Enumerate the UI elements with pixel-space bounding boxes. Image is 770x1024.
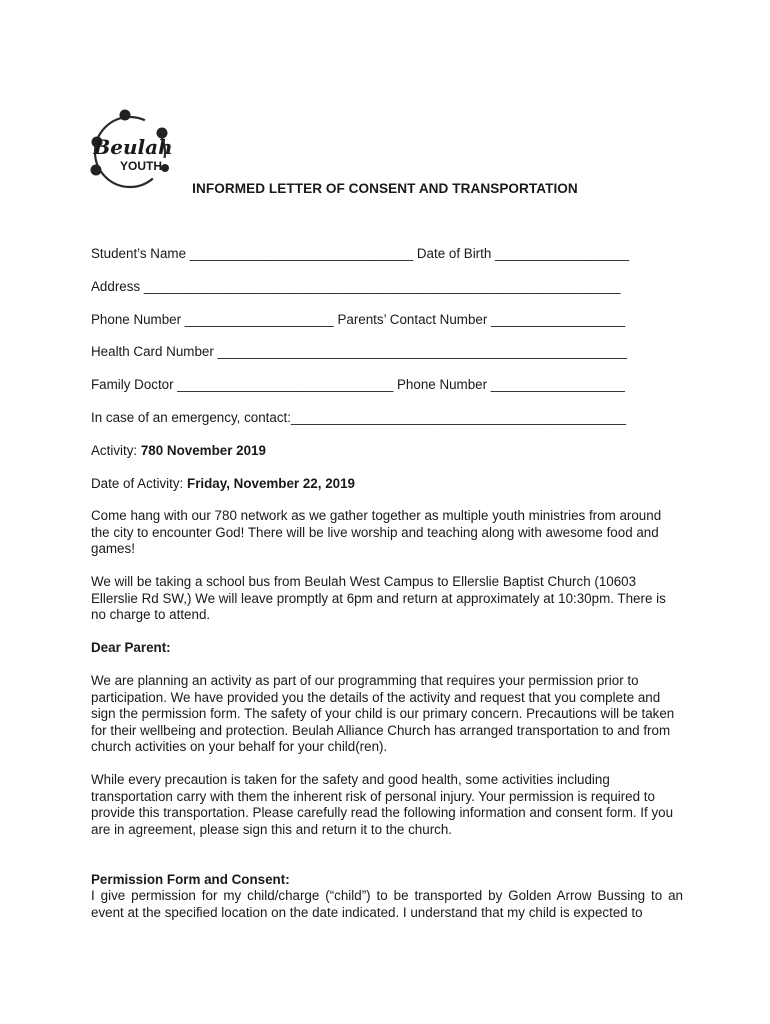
student-name-field[interactable]: Student’s Name ______________________________ Date of Birth __________________ [91,246,630,261]
document-title: INFORMED LETTER OF CONSENT AND TRANSPORTATION [192,181,578,196]
form-content [91,246,683,938]
phone-number-field[interactable]: Phone Number ____________________ Parents’ Contact Number __________________ [91,311,626,327]
bus-paragraph: We will be taking a school bus from Beulah West Campus to Ellerslie Baptist Church (10603 Ellerslie Rd SW,) We will leave promptly at 6pm and return at approximately at 10:30pm. There is no charge to attend. [91,574,666,623]
logo-sub-text: YOUTH [120,159,162,173]
logo-script-text: Beulah [93,135,173,159]
planning-paragraph: We are planning an activity as part of our programming that requires your permission prior to participation. We have provided you the details of the activity and request that you complete and sign the permission form. The safety of your child is our primary concern. Precautions will be taken for their wellbeing and protection. Beulah Alliance Church has arranged transportation to and from church activities on your behalf for your child(ren). [91,673,675,755]
section-spacer [91,855,683,872]
date-of-activity-label: Date of Activity: [91,475,188,491]
date-of-activity-line [91,476,683,493]
health-card-field[interactable]: Health Card Number _______________________________________________________ [91,344,628,360]
activity-line [91,443,683,460]
activity-label: Activity: [91,442,141,458]
dear-parent-heading: Dear Parent: [91,640,171,656]
date-of-activity-value: Friday, November 22, 2019 [187,475,355,491]
intro-paragraph: Come hang with our 780 network as we gather together as multiple youth ministries from around the city to encounter God! There will be live worship and teaching along with awesome food and games! [91,508,662,557]
address-field[interactable]: Address ________________________________________________________________ [91,278,621,294]
family-doctor-field[interactable]: Family Doctor _____________________________ Phone Number __________________ [91,377,625,393]
permission-heading: Permission Form and Consent: [91,871,290,887]
permission-paragraph: I give permission for my child/charge (“child”) to be transported by Golden Arrow Bussing to an event at the specified location on the date indicated. I understand that my child is expected to [91,888,683,920]
emergency-contact-field[interactable]: In case of an emergency, contact:_____________________________________________ [91,409,627,425]
precaution-paragraph: While every precaution is taken for the safety and good health, some activities including transportation carry with them the inherent risk of personal injury. Your permission is required to provide this transportation. Please carefully read the following information and consent form. If you are in agreement, please sign this and return it to the church. [91,772,674,837]
activity-value: 780 November 2019 [140,442,266,458]
